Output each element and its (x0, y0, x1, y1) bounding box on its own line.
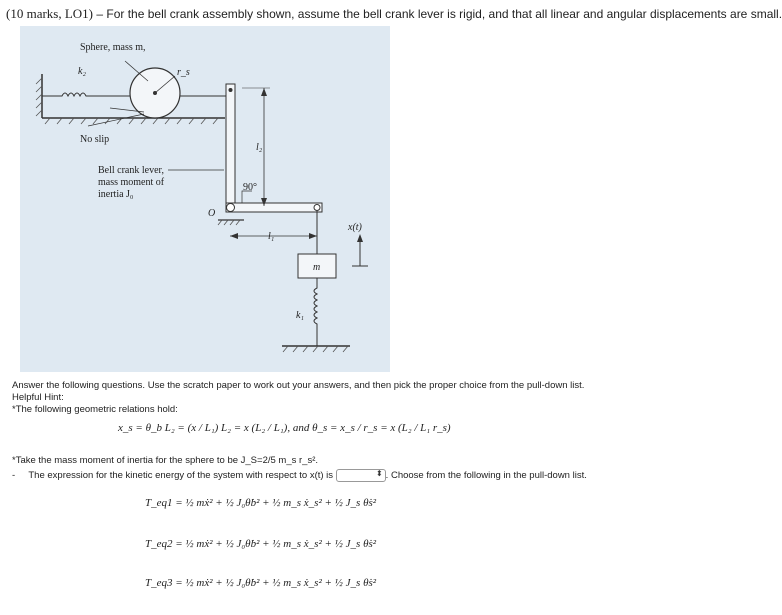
bottom-ground-hatch (283, 346, 348, 352)
bell-crank-figure (20, 26, 390, 372)
mass-label: m (313, 262, 321, 273)
lever-horizontal-arm (226, 203, 322, 212)
helpful-hint-label: Helpful Hint: (12, 392, 64, 403)
option-teq1: T_eq1 = ½ mẋ² + ½ J₀θ̇b² + ½ m_s ẋ_s² + ½ J_s θ̇s² (145, 497, 377, 509)
l2-label: l₂ (256, 142, 263, 153)
choose-text: Choose from the following in the pull-down list. (390, 470, 587, 482)
pivot-o (227, 204, 235, 212)
no-slip-label: No slip (80, 134, 110, 145)
sphere-label: Sphere, mass m, (80, 42, 146, 53)
geometric-relation-equation: x_s = θ_b L₂ = (x / L₁) L₂ = x (L₂ / L₁), and θ_s = x_s / r_s = x (L₂ / L₁ r_s) (118, 422, 451, 434)
inertia-hint: *Take the mass moment of inertia for the sphere to be J_S=2/5 m_s r_s². (12, 455, 318, 466)
instruction-text: Answer the following questions. Use the scratch paper to work out your answers, and then pick the proper choice from the pull-down list. (12, 380, 585, 391)
question-line: - The expression for the kinetic energy of the system with respect to x(t) is ⬍ . Choose from the following in the pull-down list. (12, 469, 587, 482)
bullet: - (12, 470, 16, 482)
question-text: The expression for the kinetic energy of the system with respect to x(t) is (28, 470, 334, 482)
option-teq2: T_eq2 = ½ mẋ² + ½ J₀θ̇b² + ½ m_s ẋ_s² + ½ J_s θ̇s² (145, 538, 377, 550)
l1-label: l₁ (268, 231, 275, 242)
bell-crank-diagram (20, 26, 390, 372)
l1-arrow-right (309, 233, 317, 239)
l1-arrow-left (230, 233, 238, 239)
spring-k1 (314, 278, 317, 346)
lever-label-line2: mass moment of (98, 177, 165, 188)
k1-label: k₁ (296, 310, 304, 321)
l2-arrow-top (261, 88, 267, 96)
rs-label: r_s (177, 67, 190, 78)
option-teq3: T_eq3 = ½ mẋ² + ½ J₀θ̇b² + ½ m_s ẋ_s² + ½ J_s θ̇s² (145, 577, 377, 589)
lever-end-pin (314, 205, 320, 211)
dropdown-arrow-icon: ⬍ (375, 469, 383, 478)
wall-hatch (36, 78, 42, 116)
x-t-label: x(t) (348, 222, 362, 233)
geometric-relations-label: *The following geometric relations hold: (12, 404, 178, 415)
o-label: O (208, 208, 216, 219)
answer-dropdown[interactable] (336, 469, 386, 482)
pivot-hatch (218, 220, 240, 225)
lever-vertical-arm (226, 84, 235, 212)
lever-top-pin (229, 88, 233, 92)
x-arrow-head (357, 234, 363, 242)
k2-label: k₂ (78, 66, 86, 77)
question-header (6, 6, 782, 22)
ground-hatch (45, 118, 218, 124)
angle-label: 90° (243, 182, 257, 193)
marks-label: (10 marks, LO1) (6, 6, 94, 21)
header-text: – For the bell crank assembly shown, assume the bell crank lever is rigid, and that all linear and angular displacements are small. (96, 7, 782, 21)
lever-label-line1: Bell crank lever, (98, 165, 164, 176)
lever-label-line3: inertia J₀ (98, 189, 134, 200)
